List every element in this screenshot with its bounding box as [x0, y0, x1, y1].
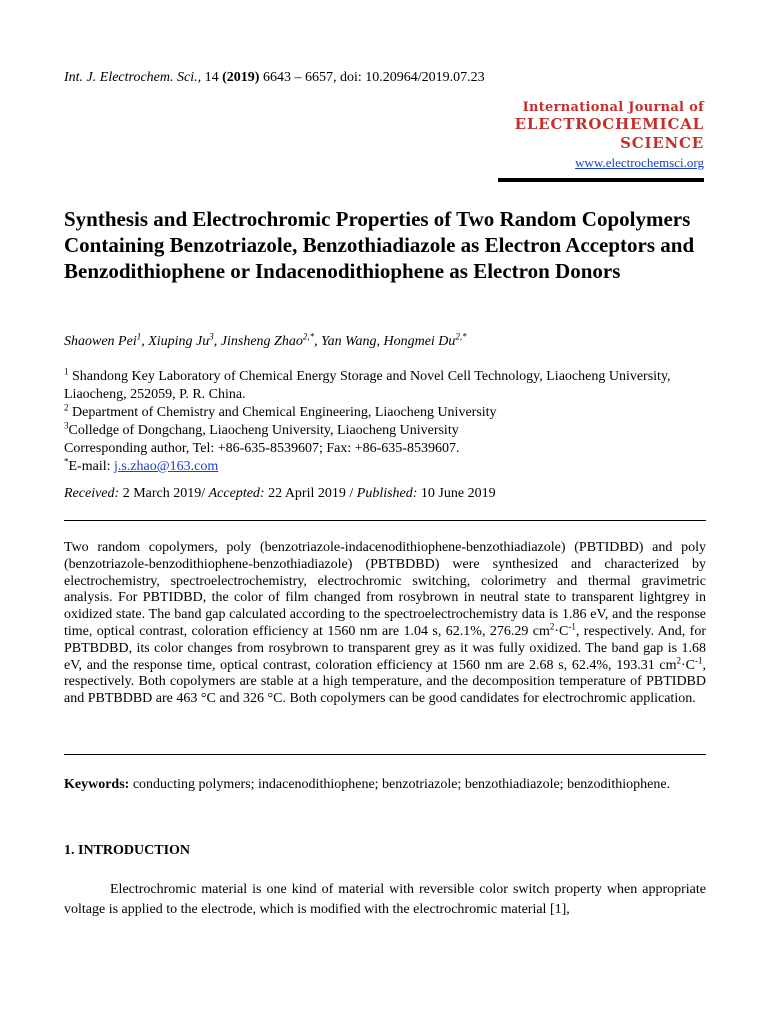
- journal-logo: [515, 100, 704, 171]
- citation-line: [64, 70, 485, 86]
- affil-text: Department of Chemistry and Chemical Engineering, Liaocheng University: [72, 405, 497, 420]
- abstract-text: Two random copolymers, poly (benzotriazole-indacenodithiophene-benzothiadiazole) (PBTIDBD) and poly (benzotriazole-benzodithiophene-benzothiadiazole) (PBTBDBD) were synthesized and characterized by electrochemistry, spectroelectrochemistry, electrochromic switching, colorimetry and thermal gravimetric analysis. For PBTIDBD, the color of film changed from rosybrown in neutral state to transparent lightgrey in oxidized state. The band gap calculated according to the spectroelectrochemistry data is 1.86 eV, and the response time, optical contrast, coloration efficiency at 1560 nm are 1.04 s, 62.1%, 276.29 cm: [64, 540, 706, 639]
- email-link[interactable]: j.s.zhao@163.com: [114, 459, 219, 474]
- introduction-paragraph: Electrochromic material is one kind of material with reversible color switch property when appropriate voltage is applied to the electrode, which is modified with the electrochromic material [1],: [64, 882, 706, 917]
- author-affil-sup: 3: [209, 331, 214, 342]
- email-line: [64, 458, 704, 476]
- affil-sup: 3: [64, 420, 69, 431]
- affil-text: Colledge of Dongchang, Liaocheng University, Liaocheng University: [68, 423, 459, 438]
- affiliations: [64, 368, 704, 476]
- author-affil-sup: 2,*: [302, 331, 315, 342]
- keywords-label: Keywords:: [64, 777, 130, 792]
- unit-sup: -1: [695, 654, 703, 665]
- keywords: [64, 776, 706, 793]
- affiliation-3: [64, 422, 704, 440]
- received-label: Received:: [64, 486, 120, 501]
- abstract-text: , respectively. Both copolymers are stable at a high temperature, and the decomposition temperature of PBTIDBD and PBTBDBD are 463 °C and 326 °C. Both copolymers can be good candidates for electrochromic application.: [64, 657, 706, 707]
- year: (2019): [222, 70, 260, 85]
- unit-text: ·C: [681, 657, 695, 673]
- author-affil-sup: 1: [136, 331, 142, 342]
- author-name: Shaowen Pei: [64, 334, 137, 349]
- accepted-label: Accepted:: [208, 486, 265, 501]
- unit-text: ·C: [554, 623, 569, 639]
- section-heading-introduction: 1. INTRODUCTION: [64, 843, 191, 858]
- journal-abbrev: Int. J. Electrochem. Sci.,: [64, 70, 202, 85]
- affiliation-1: [64, 368, 704, 404]
- unit-sup: 2: [549, 621, 555, 632]
- author-name: Jinsheng Zhao: [220, 334, 303, 349]
- author-list: Shaowen Pei$^1$, Xiuping Ju$^3$, Jinsheng Zhao$^{2,*}$, Yan Wang, Hongmei $Du^{2,*}$: [64, 331, 467, 349]
- volume: 14: [204, 70, 219, 85]
- abstract: [64, 540, 706, 708]
- journal-logo-line3: SCIENCE: [620, 134, 704, 152]
- affil-sup: 2: [64, 402, 69, 413]
- publication-dates: [64, 486, 496, 502]
- affil-sup: 1: [64, 366, 69, 377]
- published-date: 10 June 2019: [420, 486, 496, 501]
- date-separator: /: [349, 486, 354, 501]
- author-name: Xiuping Ju: [148, 334, 210, 349]
- author-affil-sup: 2,*: [455, 331, 467, 342]
- corresponding-author: Corresponding author, Tel: +86-635-8539607; Fax: +86-635-8539607.: [64, 441, 460, 456]
- paper-title: Synthesis and Electrochromic Properties of Two Random Copolymers Containing Benzotriazole, Benzothiadiazole as Electron Acceptors and Benzodithiophene or Indacenodithiophene as Electron Donors: [64, 207, 695, 283]
- keywords-text: conducting polymers; indacenodithiophene; benzotriazole; benzothiadiazole; benzodithiophene.: [132, 777, 671, 792]
- abstract-text: , respectively. And, for PBTBDBD, its color changes from rosybrown to transparent grey as it was fully oxidized. The band gap is 1.68 eV, and the response time, optical contrast, coloration efficiency at 1560 nm are 2.68 s, 62.4%, 193.31 cm: [64, 623, 707, 673]
- author-name: Yan Wang: [321, 334, 377, 349]
- abstract-rule-top: [64, 520, 706, 521]
- affiliation-2: [64, 404, 704, 422]
- journal-rule: [498, 178, 704, 182]
- author-name: Hongmei Du: [383, 334, 456, 349]
- journal-logo-line1: International Journal of: [522, 100, 704, 115]
- affil-text: Shandong Key Laboratory of Chemical Energy Storage and Novel Cell Technology, Liaocheng University, Liaocheng, 252059, P. R. China.: [64, 369, 671, 402]
- published-label: Published:: [356, 486, 418, 501]
- email-sup: *: [64, 456, 69, 467]
- journal-logo-line2: ELECTROCHEMICAL: [514, 115, 704, 133]
- received-date: 2 March 2019/: [122, 486, 206, 501]
- email-label: E-mail:: [68, 459, 111, 474]
- abstract-rule-bottom: [64, 754, 706, 755]
- unit-sup: -1: [568, 621, 576, 632]
- pages-doi: 6643 – 6657, doi: 10.20964/2019.07.23: [262, 70, 485, 85]
- journal-url-link[interactable]: www.electrochemsci.org: [575, 155, 704, 170]
- unit-sup: 2: [676, 654, 681, 665]
- accepted-date: 22 April 2019: [268, 486, 346, 501]
